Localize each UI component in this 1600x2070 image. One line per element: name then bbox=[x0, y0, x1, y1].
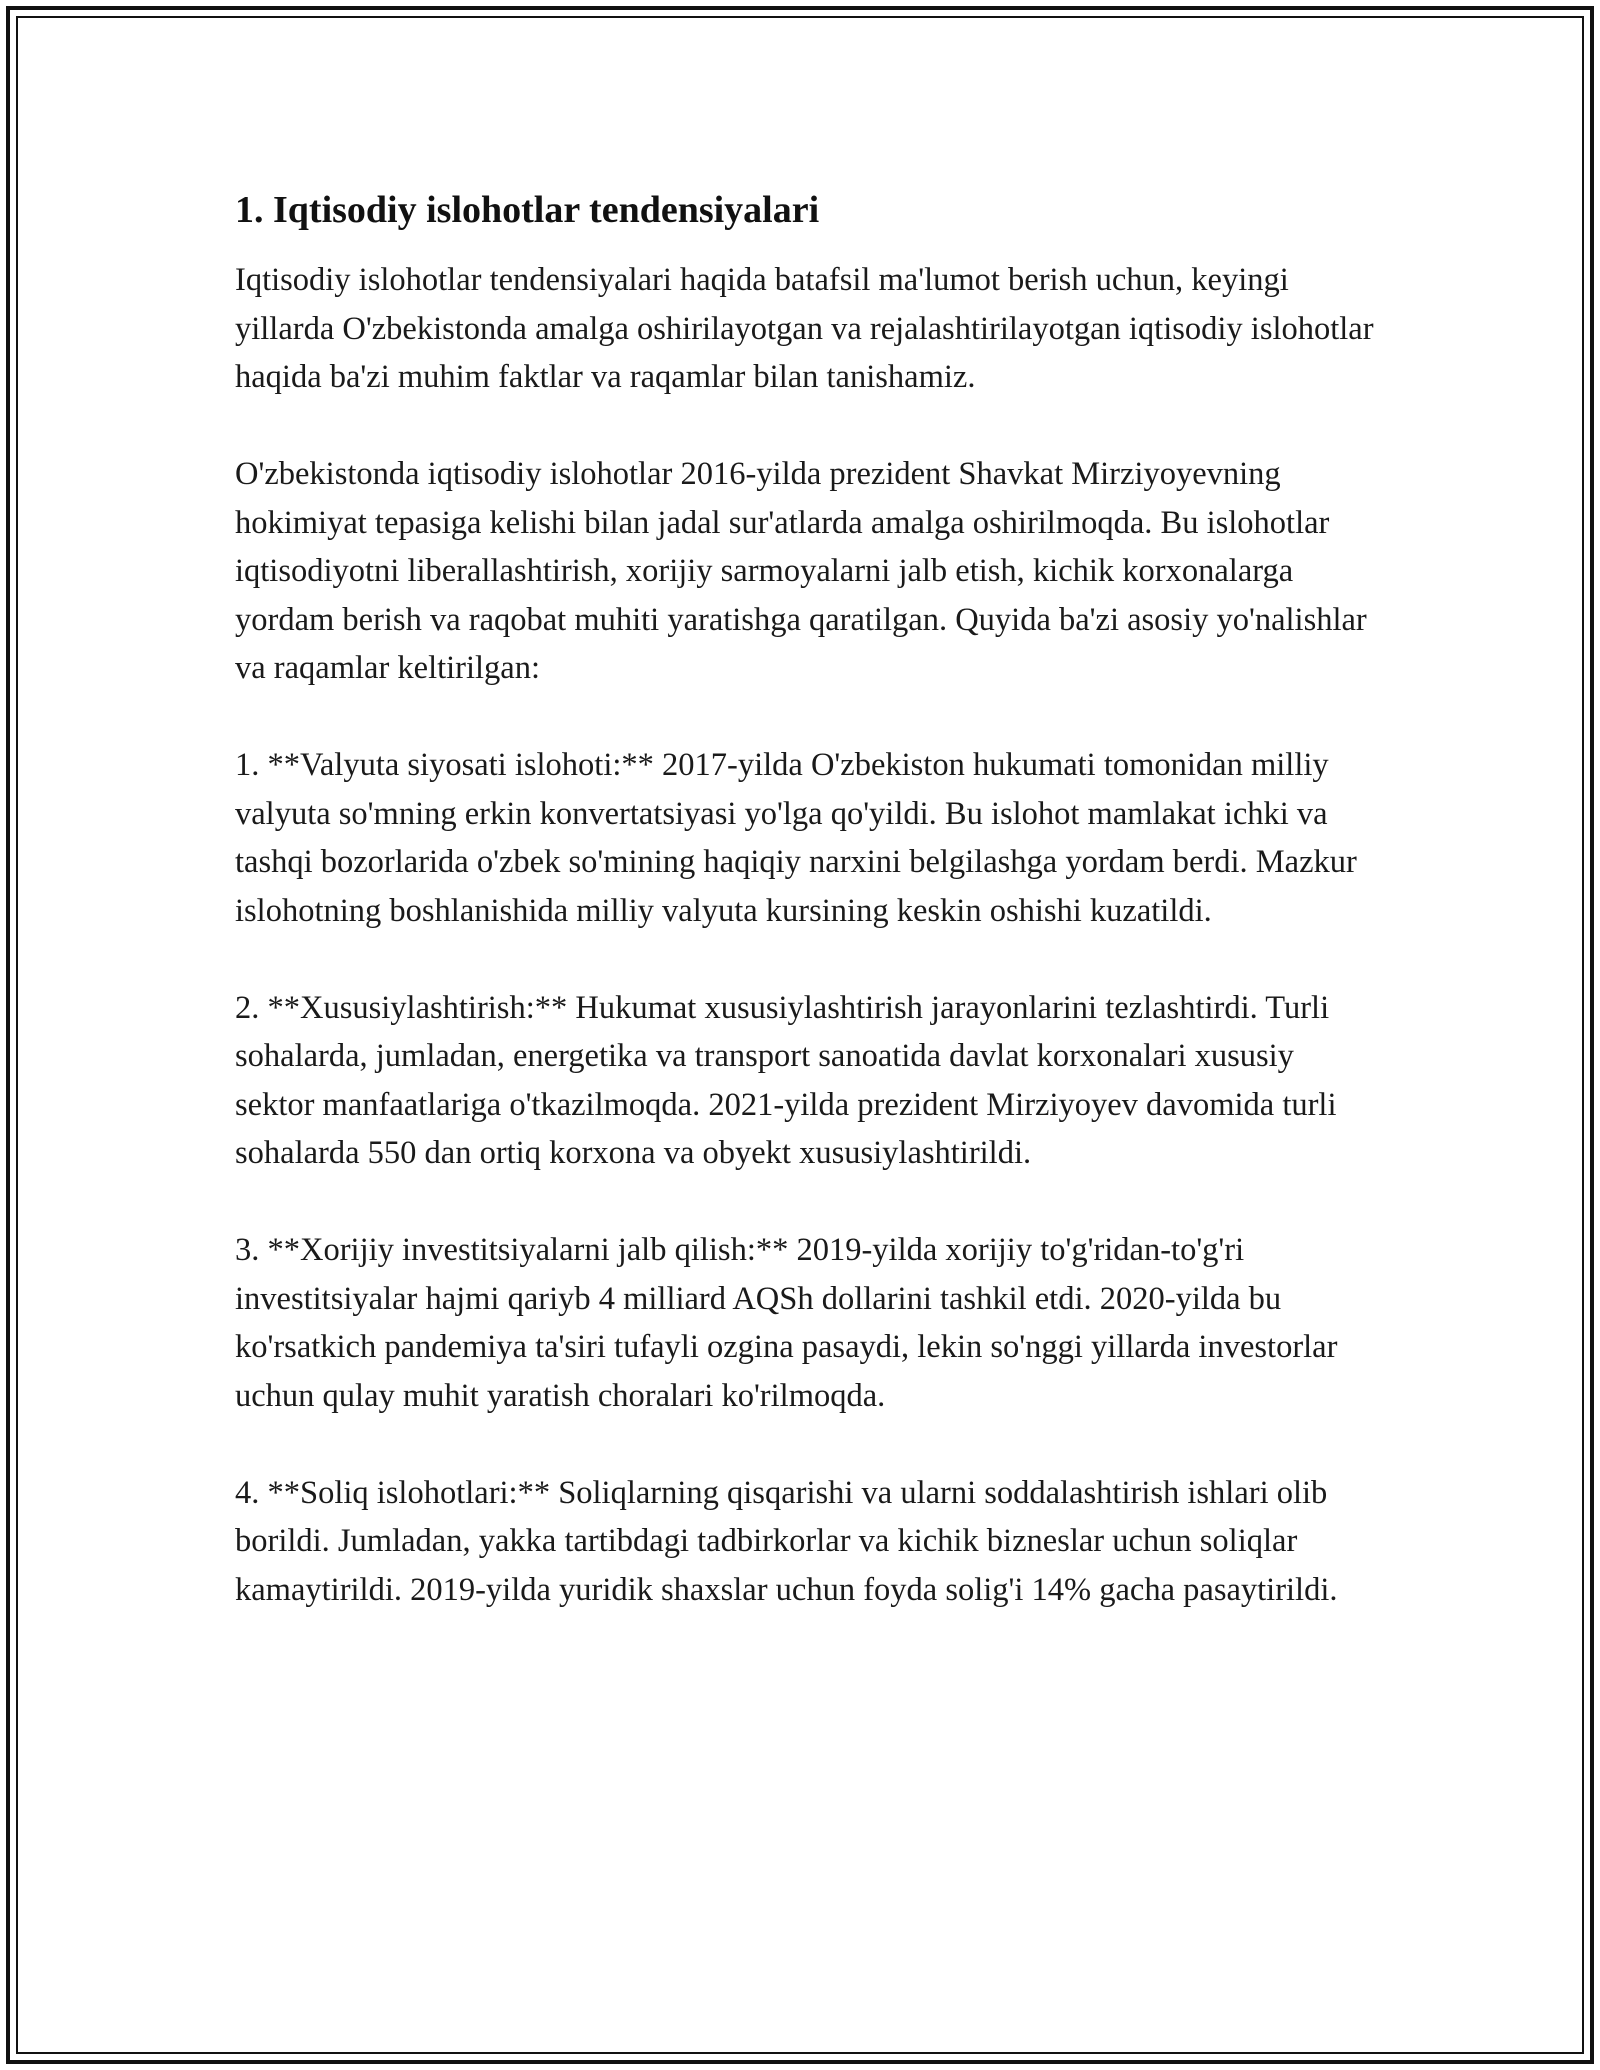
document-title: 1. Iqtisodiy islohotlar tendensiyalari bbox=[235, 189, 820, 231]
list-item-currency-reform: 1. **Valyuta siyosati islohoti:** 2017-yilda O'zbekiston hukumati tomonidan milliy valyuta so'mning erkin konvertatsiyasi yo'lga qo'yildi. Bu islohot mamlakat ichki va tashqi bozorlarida o'zbek so'mining haqiqiy narxini belgilashga yordam berdi. Mazkur islohotning boshlanishida milliy valyuta kursining keskin oshishi kuzatildi. bbox=[235, 747, 1357, 929]
document-body bbox=[235, 186, 1375, 1663]
list-item-tax-reform: 4. **Soliq islohotlari:** Soliqlarning qisqarishi va ularni soddalashtirish ishlari olib borildi. Jumladan, yakka tartibdagi tadbirkorlar va kichik bizneslar uchun soliqlar kamaytirildi. 2019-yilda yuridik shaxslar uchun foyda solig'i 14% gacha pasaytirildi. bbox=[235, 1474, 1338, 1608]
list-item-foreign-investment: 3. **Xorijiy investitsiyalarni jalb qilish:** 2019-yilda xorijiy to'g'ridan-to'g'ri investitsiyalar hajmi qariyb 4 milliard AQSh dollarini tashkil etdi. 2020-yilda bu ko'rsatkich pandemiya ta'siri tufayli ozgina pasaydi, lekin so'nggi yillarda investorlar uchun qulay muhit yaratish choralari ko'rilmoqda. bbox=[235, 1232, 1338, 1414]
paragraph-intro: Iqtisodiy islohotlar tendensiyalari haqida batafsil ma'lumot berish uchun, keyingi yillarda O'zbekistonda amalga oshirilayotgan va rejalashtirilayotgan iqtisodiy islohotlar haqida ba'zi muhim faktlar va raqamlar bilan tanishamiz. bbox=[235, 262, 1374, 395]
list-item-privatization: 2. **Xususiylashtirish:** Hukumat xususiylashtirish jarayonlarini tezlashtirdi. Turli sohalarda, jumladan, energetika va transport sanoatida davlat korxonalari xususiy sektor manfaatlariga o'tkazilmoqda. 2021-yilda prezident Mirziyoyev davomida turli sohalarda 550 dan ortiq korxona va obyekt xususiylashtirildi. bbox=[235, 989, 1337, 1171]
paragraph-overview: O'zbekistonda iqtisodiy islohotlar 2016-yilda prezident Shavkat Mirziyoyevning hokimiyat tepasiga kelishi bilan jadal sur'atlarda amalga oshirilmoqda. Bu islohotlar iqtisodiyotni liberallashtirish, xorijiy sarmoyalarni jalb etish, kichik korxonalarga yordam berish va raqobat muhiti yaratishga qaratilgan. Quyida ba'zi asosiy yo'nalishlar va raqamlar keltirilgan: bbox=[235, 456, 1367, 686]
